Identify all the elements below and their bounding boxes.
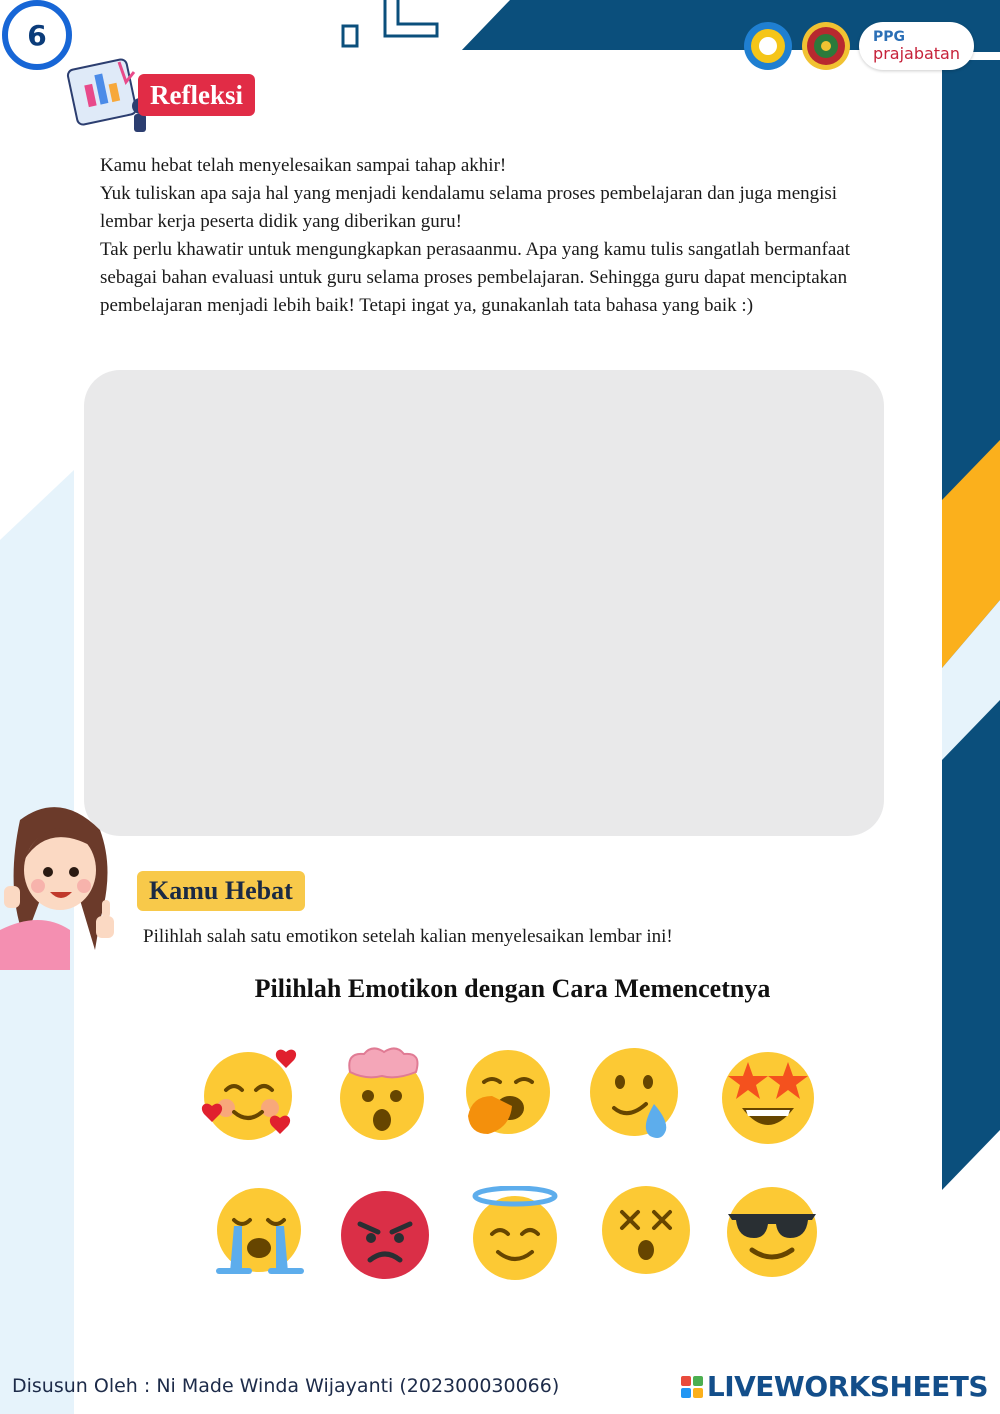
smiling-face-with-sunglasses-emoji[interactable] bbox=[724, 1184, 820, 1278]
emoji-instruction: Pilihlah salah satu emotikon setelah kalian menyelesaikan lembar ini! bbox=[143, 926, 673, 947]
university-seal-logo bbox=[801, 21, 851, 71]
liveworksheets-wordmark: LIVEWORKSHEETS bbox=[706, 1370, 988, 1403]
page-number: 6 bbox=[2, 0, 72, 70]
star-struck-emoji[interactable] bbox=[718, 1046, 818, 1144]
emoji-section-title: Pilihlah Emotikon dengan Cara Memencetnya bbox=[254, 974, 771, 1003]
smiling-face-with-halo-emoji[interactable] bbox=[468, 1186, 562, 1282]
intro-paragraph: Tak perlu khawatir untuk mengungkapkan perasaanmu. Apa yang kamu tulis sangatlah bermanfaat sebagai bahan evaluasi untuk guru selama proses pembelajaran. Sehingga guru dapat menciptakan pembelajaran menjadi lebih baik! Tetapi ingat ya, gunakanlah tata bahasa yang baik :) bbox=[100, 239, 850, 316]
liveworksheets-logo-icon bbox=[681, 1376, 703, 1398]
header-logos bbox=[743, 20, 974, 72]
sad-tear-smile-emoji[interactable] bbox=[588, 1046, 680, 1142]
intro-text bbox=[100, 152, 890, 320]
intro-paragraph: Kamu hebat telah menyelesaikan sampai tahap akhir! bbox=[100, 155, 507, 176]
author-credit: Disusun Oleh : Ni Made Winda Wijayanti (202300030066) bbox=[12, 1375, 560, 1397]
kamu-hebat-badge: Kamu Hebat bbox=[137, 871, 305, 911]
refleksi-badge: Refleksi bbox=[138, 74, 255, 116]
reflection-input[interactable] bbox=[84, 370, 884, 836]
liveworksheets-brand bbox=[681, 1370, 988, 1403]
yawning-face-emoji[interactable] bbox=[462, 1046, 552, 1138]
ppg-logo-bottom: prajabatan bbox=[873, 44, 960, 63]
intro-paragraph: Yuk tuliskan apa saja hal yang menjadi kendalamu selama proses pembelajaran dan juga mengisi lembar kerja peserta didik yang diberikan guru! bbox=[100, 183, 838, 232]
exploding-head-emoji[interactable] bbox=[336, 1046, 428, 1142]
girl-mascot-thumbs-up-icon bbox=[0, 800, 130, 970]
smiling-face-with-hearts-emoji[interactable] bbox=[200, 1046, 300, 1142]
angry-face-emoji[interactable] bbox=[340, 1190, 430, 1280]
dizzy-face-emoji[interactable] bbox=[600, 1184, 692, 1276]
loudly-crying-face-emoji[interactable] bbox=[212, 1186, 306, 1276]
ppg-logo-top: PPG bbox=[873, 29, 906, 45]
ppg-prajabatan-logo bbox=[859, 22, 974, 70]
kemdikbud-logo bbox=[743, 21, 793, 71]
